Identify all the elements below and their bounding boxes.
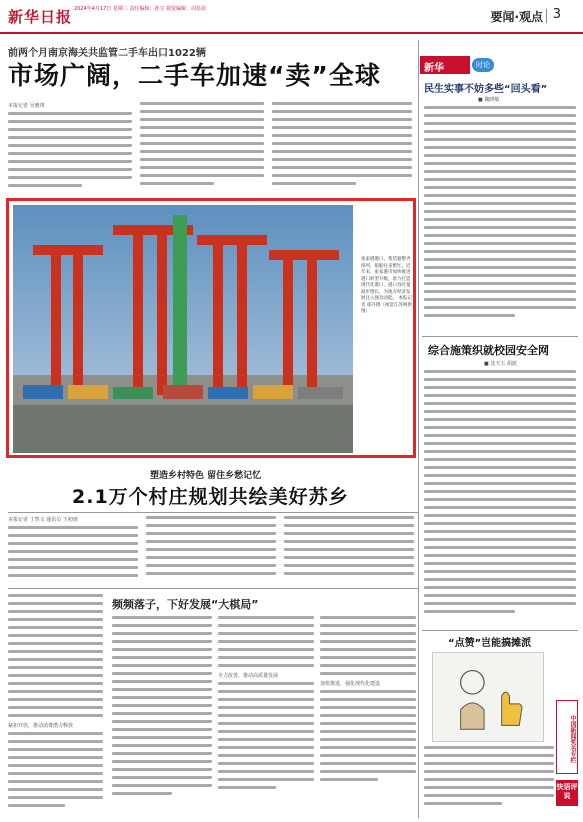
side-top-headline[interactable]: 民生实事不妨多些“回头看” [424,84,548,95]
second-body-col-1 [8,516,138,586]
column-stamp [556,700,580,810]
bottom-body-col-1 [8,594,103,816]
divider [422,630,578,631]
lead-body-col-1 [8,102,132,194]
second-headline[interactable]: 2.1万个村庄规划共绘美好苏乡 [72,486,349,508]
divider [8,588,418,589]
side-mid-body [424,370,576,624]
bottom-subhead-3: 加快推进，强化现代化建设 [320,681,381,687]
column-label: 快语评说 [556,780,578,806]
award-stamp: 中国新闻奖名专栏 [556,700,578,774]
banner-label: 新华 [420,56,470,74]
highlighted-photo-region[interactable] [6,198,416,458]
second-subhead: 塑造乡村特色 留住乡愁记忆 [150,471,262,481]
divider [8,512,418,513]
lead-kicker: 前两个月南京海关共监管二手车出口1022辆 [8,48,206,59]
lead-body-col-2 [140,102,264,194]
newspaper-logo: 新华日报 [8,8,73,26]
banner-bubble: 时论 [472,58,494,72]
issue-meta: 2024年4月17日 星期三 责任编辑：孙宝 视觉编辑：周蓓蓓 [74,6,207,12]
bottom-body-col-4 [320,616,416,816]
lead-byline: 本报记者 吴雅琪 [8,103,45,109]
bottom-headline[interactable]: 频频落子，下好发展“大棋局” [112,598,259,611]
section-name: 要闻·观点 [490,10,543,24]
side-top-body [424,106,576,328]
page-header [0,0,583,34]
side-mid-byline: ■ 沈天玉 胡波 [484,361,517,367]
second-body-col-3 [284,516,414,586]
bottom-subhead-1: 紧扣开放，推动消费潜力释放 [8,723,74,729]
lead-headline[interactable]: 市场广阔，二手车加速“卖”全球 [8,61,381,90]
side-bottom-headline[interactable]: “点赞”岂能搞摊派 [448,638,532,649]
side-top-byline: ■ 魏晓敏 [478,97,500,103]
second-byline: 本报记者 丁然文 通讯员 王初雨 [8,517,78,523]
lead-body-col-3 [272,102,412,194]
header-divider [546,9,547,23]
thumbs-up-cartoon [432,652,544,742]
column-rule [418,40,419,818]
second-body-col-2 [146,516,276,586]
bottom-body-col-2 [112,616,212,816]
bottom-body-col-3 [218,616,314,816]
column-banner [420,54,550,76]
side-mid-headline[interactable]: 综合施策织就校园安全网 [428,344,549,357]
side-bottom-body [424,746,554,818]
divider [422,336,578,337]
page-number: 3 [552,7,561,22]
port-cranes-photo [13,205,353,453]
photo-caption: 张家港港口，集装箱整齐排列，船舶往来繁忙。近年来，张家港市加快推进港口转型升级，着力打造现代化港口，港口吞吐量稳步增长，为地方经济发展注入强劲动能。 本报记者 邵丹摄（视觉江苏网供图） [361,257,412,314]
bottom-subhead-2: 全力改善，推动高质量发展 [218,673,279,679]
